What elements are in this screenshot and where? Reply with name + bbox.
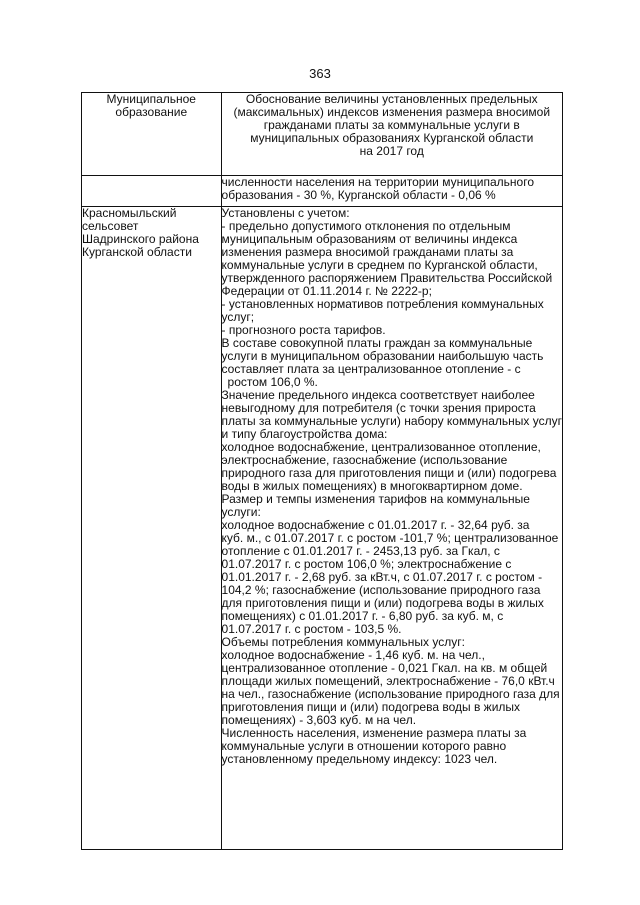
body-line: помещениях) - 3,603 куб. м на чел. — [221, 713, 417, 727]
municipality-line: сельсовет — [82, 219, 139, 233]
municipality-row — [82, 207, 563, 850]
header-left-line: образование — [115, 105, 188, 119]
header-right-line: гражданами платы за коммунальные услуги в — [263, 118, 520, 132]
continuation-row — [82, 176, 563, 207]
body-line: 104,2 %; газоснабжение (использование природного газа — [221, 583, 541, 597]
body-line: муниципальным образованиям от величины индекса — [221, 232, 518, 246]
body-line: приготовления пищи и (или) подогрева воды в жилых — [221, 700, 521, 714]
continuation-line: образования - 30 %, Курганской области - 0,06 % — [221, 188, 496, 202]
justification-table — [81, 92, 563, 850]
body-line: В составе совокупной платы граждан за коммунальные — [221, 336, 533, 350]
header-right-line: Обоснование величины установленных предельных — [245, 92, 538, 106]
header-municipality-cell — [82, 93, 222, 176]
justification-body-cell — [221, 207, 562, 850]
body-line: Федерации от 01.11.2014 г. № 2222-р; — [221, 284, 432, 298]
body-line: Численность населения, изменение размера платы за — [221, 726, 527, 740]
body-line: Размер и темпы изменения тарифов на коммунальные — [221, 492, 530, 506]
body-line: централизованное отопление - 0,021 Гкал. на кв. м общей — [221, 661, 548, 675]
header-right-line: (максимальных) индексов изменения размера вносимой — [233, 105, 551, 119]
municipality-line: Красномыльский — [82, 206, 177, 220]
body-line: ростом 106,0 %. — [227, 375, 318, 389]
body-line: и типу благоустройства дома: — [221, 427, 388, 441]
body-line: 01.07.2017 г. с ростом - 103,5 %. — [221, 622, 402, 636]
body-line: 01.07.2017 г. с ростом 106,0 %; электроснабжение с — [221, 557, 512, 571]
body-line: воды в жилых помещениях) в многоквартирном доме. — [221, 479, 523, 493]
body-line: услуги в муниципальном образовании наибольшую часть — [221, 349, 544, 363]
body-line: - предельно допустимого отклонения по отдельным — [221, 219, 511, 233]
body-line: услуги: — [221, 505, 261, 519]
municipality-line: Шадринского района — [82, 232, 199, 246]
body-line: - прогнозного роста тарифов. — [221, 323, 386, 337]
header-left-line: Муниципальное — [106, 92, 196, 106]
body-line: коммунальные услуги в отношении которого равно — [221, 739, 507, 753]
continuation-text-cell — [221, 176, 562, 207]
body-line: природного газа для приготовления пищи и (или) подогрева — [221, 466, 557, 480]
body-line: Объемы потребления коммунальных услуг: — [221, 635, 465, 649]
table-header-row — [82, 93, 563, 176]
body-line: холодное водоснабжение, централизованное отопление, — [221, 440, 541, 454]
header-right-line: на 2017 год — [359, 144, 424, 158]
continuation-line: численности населения на территории муниципального — [221, 175, 535, 189]
municipality-name-cell — [82, 207, 222, 850]
body-line: изменения размера вносимой гражданами платы за — [221, 245, 514, 259]
body-line: для приготовления пищи и (или) подогрева воды в жилых — [221, 596, 544, 610]
body-line: электроснабжение, газоснабжение (использование — [221, 453, 508, 467]
body-line: коммунальные услуги в среднем по Курганской области, — [221, 258, 538, 272]
body-line: площади жилых помещений, электроснабжение - 76,0 кВт.ч — [221, 674, 555, 688]
body-line: холодное водоснабжение с 01.01.2017 г. - 32,64 руб. за — [221, 518, 530, 532]
body-line: невыгодному для потребителя (с точки зрения прироста — [221, 401, 536, 415]
header-right-line: муниципальных образованиях Курганской области — [250, 131, 534, 145]
body-line: на чел., газоснабжение (использование природного газа для — [221, 687, 560, 701]
body-line: холодное водоснабжение - 1,46 куб. м. на чел., — [221, 648, 485, 662]
continuation-empty-cell — [82, 176, 222, 207]
body-line: куб. м., с 01.07.2017 г. с ростом -101,7 %; централизованное — [221, 531, 559, 545]
body-line: услуг; — [221, 310, 255, 324]
body-line: установленному предельному индексу: 1023 чел. — [221, 752, 498, 766]
header-justification-cell — [221, 93, 562, 176]
municipality-line: Курганской области — [82, 245, 192, 259]
body-line: Значение предельного индекса соответствует наиболее — [221, 388, 535, 402]
body-line: Установлены с учетом: — [221, 206, 350, 220]
body-line: платы за коммунальные услуги) набору коммунальных услуг — [221, 414, 562, 428]
body-line: 01.01.2017 г. - 2,68 руб. за кВт.ч, с 01.07.2017 г. с ростом - — [221, 570, 543, 584]
body-line: утвержденного распоряжением Правительства Российской — [221, 271, 553, 285]
page-number: 363 — [309, 66, 331, 81]
body-line: - установленных нормативов потребления коммунальных — [221, 297, 544, 311]
body-line: составляет плата за централизованное отопление - с — [221, 362, 521, 376]
body-line: отопление с 01.01.2017 г. - 2453,13 руб. за Гкал, с — [221, 544, 500, 558]
body-line: помещениях) с 01.01.2017 г. - 6,80 руб. за куб. м, с — [221, 609, 504, 623]
